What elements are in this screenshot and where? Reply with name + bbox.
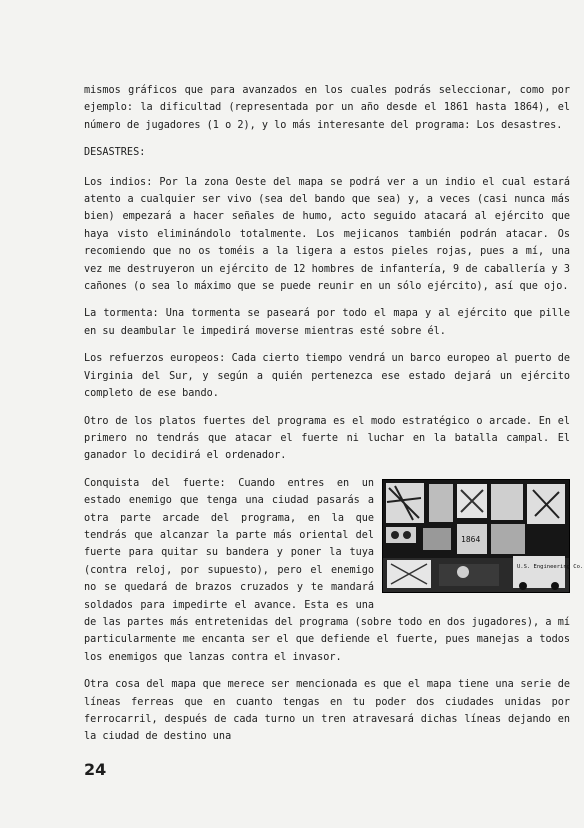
game-screenshot-image [383,480,584,592]
svg-text:U.S. Engineering Co.: U.S. Engineering Co. [517,563,584,570]
game-screenshot-figure [382,479,584,593]
paragraph-indios: Los indios: Por la zona Oeste del mapa se podrá ver a un indio el cual estará atento a cualquier ser vivo (sea del bando que sea) y, a veces (casi nunca más bien) empezará a hacer señales de humo, acto seguido atacará al ejército que haya visto eliminándolo totalmente. Los mejicanos también podrán atacar. Os recomiendo que no os toméis a la ligera a estos pieles rojas, pues a mí, una vez me destruyeron un ejército de 12 hombres de infantería, 9 de caballería y 3 cañones (o sea lo máximo que se puede reunir en un sólo ejército), así que ojo. [84,176,570,293]
paragraph-fuerte [84,475,584,666]
svg-text:1864: 1864 [461,534,481,544]
paragraph-fuerte-text: Conquista del fuerte: Cuando entres en un estado enemigo que tenga una ciudad pasarás a otra parte arcade del programa, en la que tendrás que alcanzar la parte más oriental del fuerte para quitar su bandera y poner la tuya (contra reloj, por supuesto), pero el enemigo no se quedará de brazos cruzados y te mandará soldados para impedirte el avance. Esta es una de las partes más entretenidas del programa (sobre todo en dos jugadores), a mí particularmente me encanta ser el que defiende el fuerte, pues manejas a todos los enemigos que lanzas contra el invasor. [84,477,570,663]
paragraph-modo: Otro de los platos fuertes del programa es el modo estratégico o arcade. En el primero no tendrás que atacar el fuerte ni luchar en la batalla campal. El ganador lo decidirá el ordenador. [84,415,570,462]
paragraph-refuerzos: Los refuerzos europeos: Cada cierto tiempo vendrá un barco europeo al puerto de Virginia del Sur, y según a quién pertenezca ese estado dejará un ejército completo de ese bando. [84,353,570,400]
paragraph-intro: mismos gráficos que para avanzados en los cuales podrás seleccionar, como por ejemplo: la dificultad (representada por un año desde el 1861 hasta 1864), el número de jugadores (1 o 2), y lo más interesante del programa: Los desastres. [84,85,570,131]
page-number: 24 [84,760,107,779]
clock-icon [386,527,416,543]
paragraph-tormenta: La tormenta: Una tormenta se paseará por todo el mapa y al ejército que pille en su deambular le impedirá moverse mientras esté sobre él. [84,308,570,337]
section-heading: DESASTRES: [84,147,146,159]
body-text [84,82,584,756]
paragraph-ferrocarril: Otra cosa del mapa que merece ser mencionada es que el mapa tiene una serie de líneas ferreas que en cuanto tengas en tu poder dos ciudades unidas por ferrocarril, después de cada turno un tren atravesará dichas líneas dejando en la ciudad de destino una [84,679,570,743]
